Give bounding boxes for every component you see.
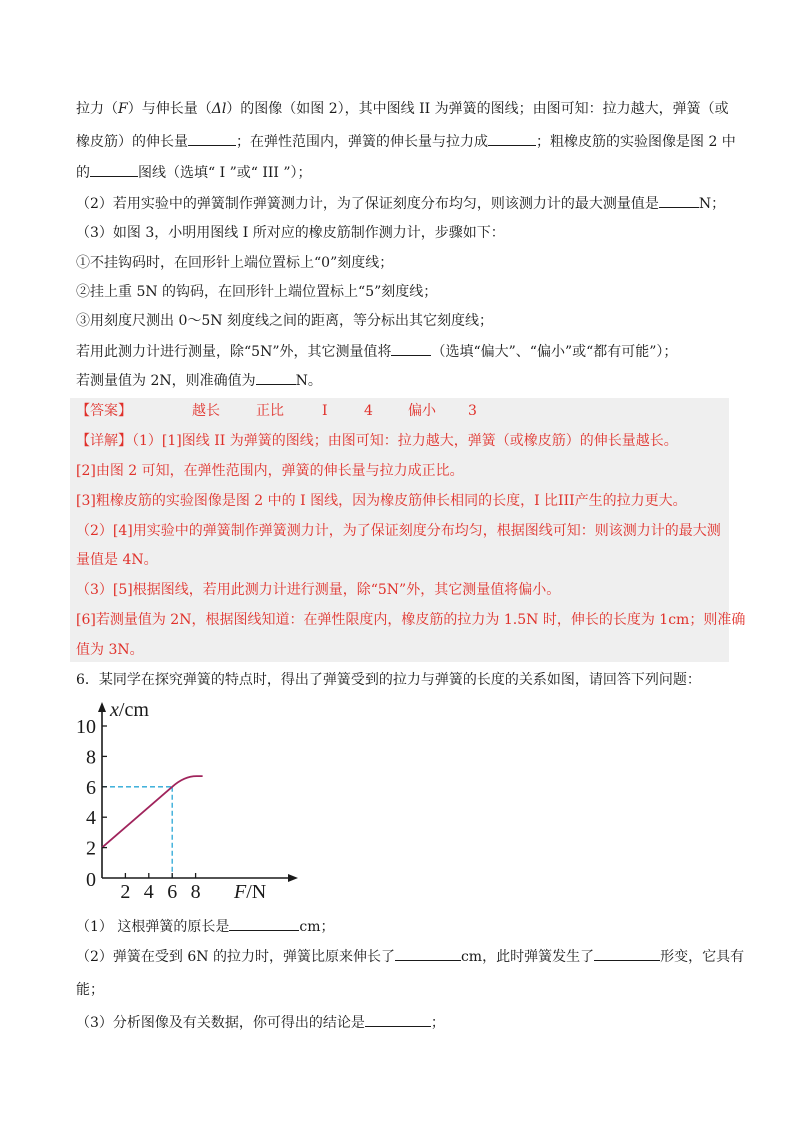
var-F: F (118, 101, 128, 117)
y-tick-label: 2 (86, 837, 96, 860)
text: （2）弹簧在受到 6N 的拉力时，弹簧比原来伸长了 (76, 949, 395, 965)
y-tick-label: 4 (86, 807, 96, 830)
intro-line-2 (76, 131, 736, 152)
answer-blank[interactable] (395, 946, 461, 961)
intro-line-1 (76, 99, 729, 119)
question-6-title: 6．某同学在探究弹簧的特点时，得出了弹簧受到的拉力与弹簧的长度的关系如图，请回答下列问题： (76, 672, 701, 688)
text: （选填“偏大”、“偏小”或“都有可能”）； (431, 344, 678, 360)
y-axis-label: x/cm (110, 699, 149, 721)
intro-line-3 (76, 162, 726, 183)
text: ；粗橡皮筋的实验图像是图 2 中 (536, 134, 736, 150)
answer-blank[interactable] (659, 193, 699, 208)
text: N。 (295, 373, 322, 389)
question-3-step-3: ③用刻度尺测出 0～5N 刻度线之间的距离，等分标出其它刻度线； (76, 313, 493, 329)
question-3-value (76, 370, 726, 391)
answer-item-3: I (322, 403, 328, 419)
text: 形变，它具有 (660, 949, 745, 965)
answer-blank[interactable] (594, 946, 660, 961)
y-axis-arrow (98, 702, 106, 712)
answer-item-5: 偏小 (408, 403, 436, 419)
question-6-part-2 (76, 946, 745, 967)
detail-line-6: （3）[5]根据图线，若用此测力计进行测量，除“5N”外，其它测量值将偏小。 (76, 582, 561, 598)
y-tick-label: 6 (86, 776, 96, 799)
answer-item-6: 3 (468, 403, 477, 419)
detail-line-8: 值为 3N。 (76, 642, 144, 658)
answer-item-1: 越长 (192, 403, 220, 419)
answer-item-2: 正比 (256, 403, 284, 419)
question-3-title: （3）如图 3，小明用图线 I 所对应的橡皮筋制作测力计，步骤如下： (76, 225, 505, 241)
text: （1） 这根弹簧的原长是 (76, 919, 230, 935)
answer-blank[interactable] (188, 131, 236, 146)
text: （2）若用实验中的弹簧制作弹簧测力计，为了保证刻度分布均匀，则该测力计的最大测量值是 (76, 196, 659, 212)
text: ）与伸长量（ (127, 101, 212, 117)
text: 图线（选填“ I ”或“ III ”）； (138, 165, 312, 181)
var-delta-l: Δl (211, 101, 227, 117)
text: （3）分析图像及有关数据，你可得出的结论是 (76, 1015, 365, 1031)
answer-blank[interactable] (90, 162, 138, 177)
question-6-part-2-cont: 能； (76, 982, 104, 998)
text: （1）[1]图线 II 为弹簧的图线；由图可知：拉力越大，弹簧（或橡皮筋）的伸长量越长。 (132, 433, 678, 449)
spring-chart (76, 698, 306, 898)
x-tick-label: 8 (190, 881, 201, 898)
y-tick-label: 8 (86, 746, 96, 769)
text: cm； (299, 919, 335, 935)
text: ）的图像（如图 2），其中图线 II 为弹簧的图线；由图可知：拉力越大，弹簧（或 (226, 101, 729, 117)
answer-blank[interactable] (229, 916, 299, 931)
question-6-part-1 (76, 916, 726, 937)
text: 若用此测力计进行测量，除“5N”外，其它测量值将 (76, 344, 392, 360)
question-3-step-2: ②挂上重 5N 的钩码，在回形针上端位置标上“5”刻度线； (76, 284, 438, 300)
detail-line-3: [3]粗橡皮筋的实验图像是图 2 中的 I 图线，因为橡皮筋伸长相同的长度，I 比III产生的拉力更大。 (76, 493, 687, 509)
detail-label: 【详解】 (76, 433, 132, 449)
detail-line-5: 量值是 4N。 (76, 552, 158, 568)
answer-blank[interactable] (365, 1012, 431, 1027)
question-3-measure (76, 341, 726, 362)
text: 的 (76, 165, 90, 181)
text: 若测量值为 2N，则准确值为 (76, 373, 256, 389)
text: ； (430, 1015, 445, 1031)
y-tick-label: 10 (76, 716, 96, 738)
x-axis-label: F/N (234, 881, 267, 898)
x-tick-label: 2 (120, 881, 131, 898)
question-2 (76, 193, 726, 214)
answer-blank[interactable] (488, 131, 536, 146)
question-6-part-3 (76, 1012, 726, 1033)
detail-line-7: [6]若测量值为 2N，根据图线知道：在弹性限度内，橡皮筋的拉力为 1.5N 时，伸长的长度为 1cm；则准确 (76, 612, 746, 628)
answer-blank[interactable] (256, 370, 296, 385)
text: 橡皮筋）的伸长量 (76, 134, 188, 150)
origin-label: 0 (86, 869, 96, 891)
text: cm，此时弹簧发生了 (460, 949, 595, 965)
x-axis-arrow (288, 874, 298, 882)
answer-item-4: 4 (364, 403, 373, 419)
answer-label: 【答案】 (76, 403, 132, 419)
detail-line-1 (76, 431, 726, 451)
answer-blank[interactable] (391, 341, 431, 356)
text: N； (698, 196, 726, 212)
detail-line-2: [2]由图 2 可知，在弹性范围内，弹簧的伸长量与拉力成正比。 (76, 463, 464, 479)
text: 拉力（ (76, 101, 118, 117)
x-tick-label: 6 (167, 881, 178, 898)
x-tick-label: 4 (143, 881, 154, 898)
question-3-step-1: ①不挂钩码时，在回形针上端位置标上“0”刻度线； (76, 255, 394, 271)
detail-line-4: （2）[4]用实验中的弹簧制作弹簧测力计，为了保证刻度分布均匀，根据图线可知：则该测力计的最大测 (76, 523, 721, 539)
answer-row (76, 401, 726, 421)
text: ；在弹性范围内，弹簧的伸长量与拉力成 (236, 134, 488, 150)
